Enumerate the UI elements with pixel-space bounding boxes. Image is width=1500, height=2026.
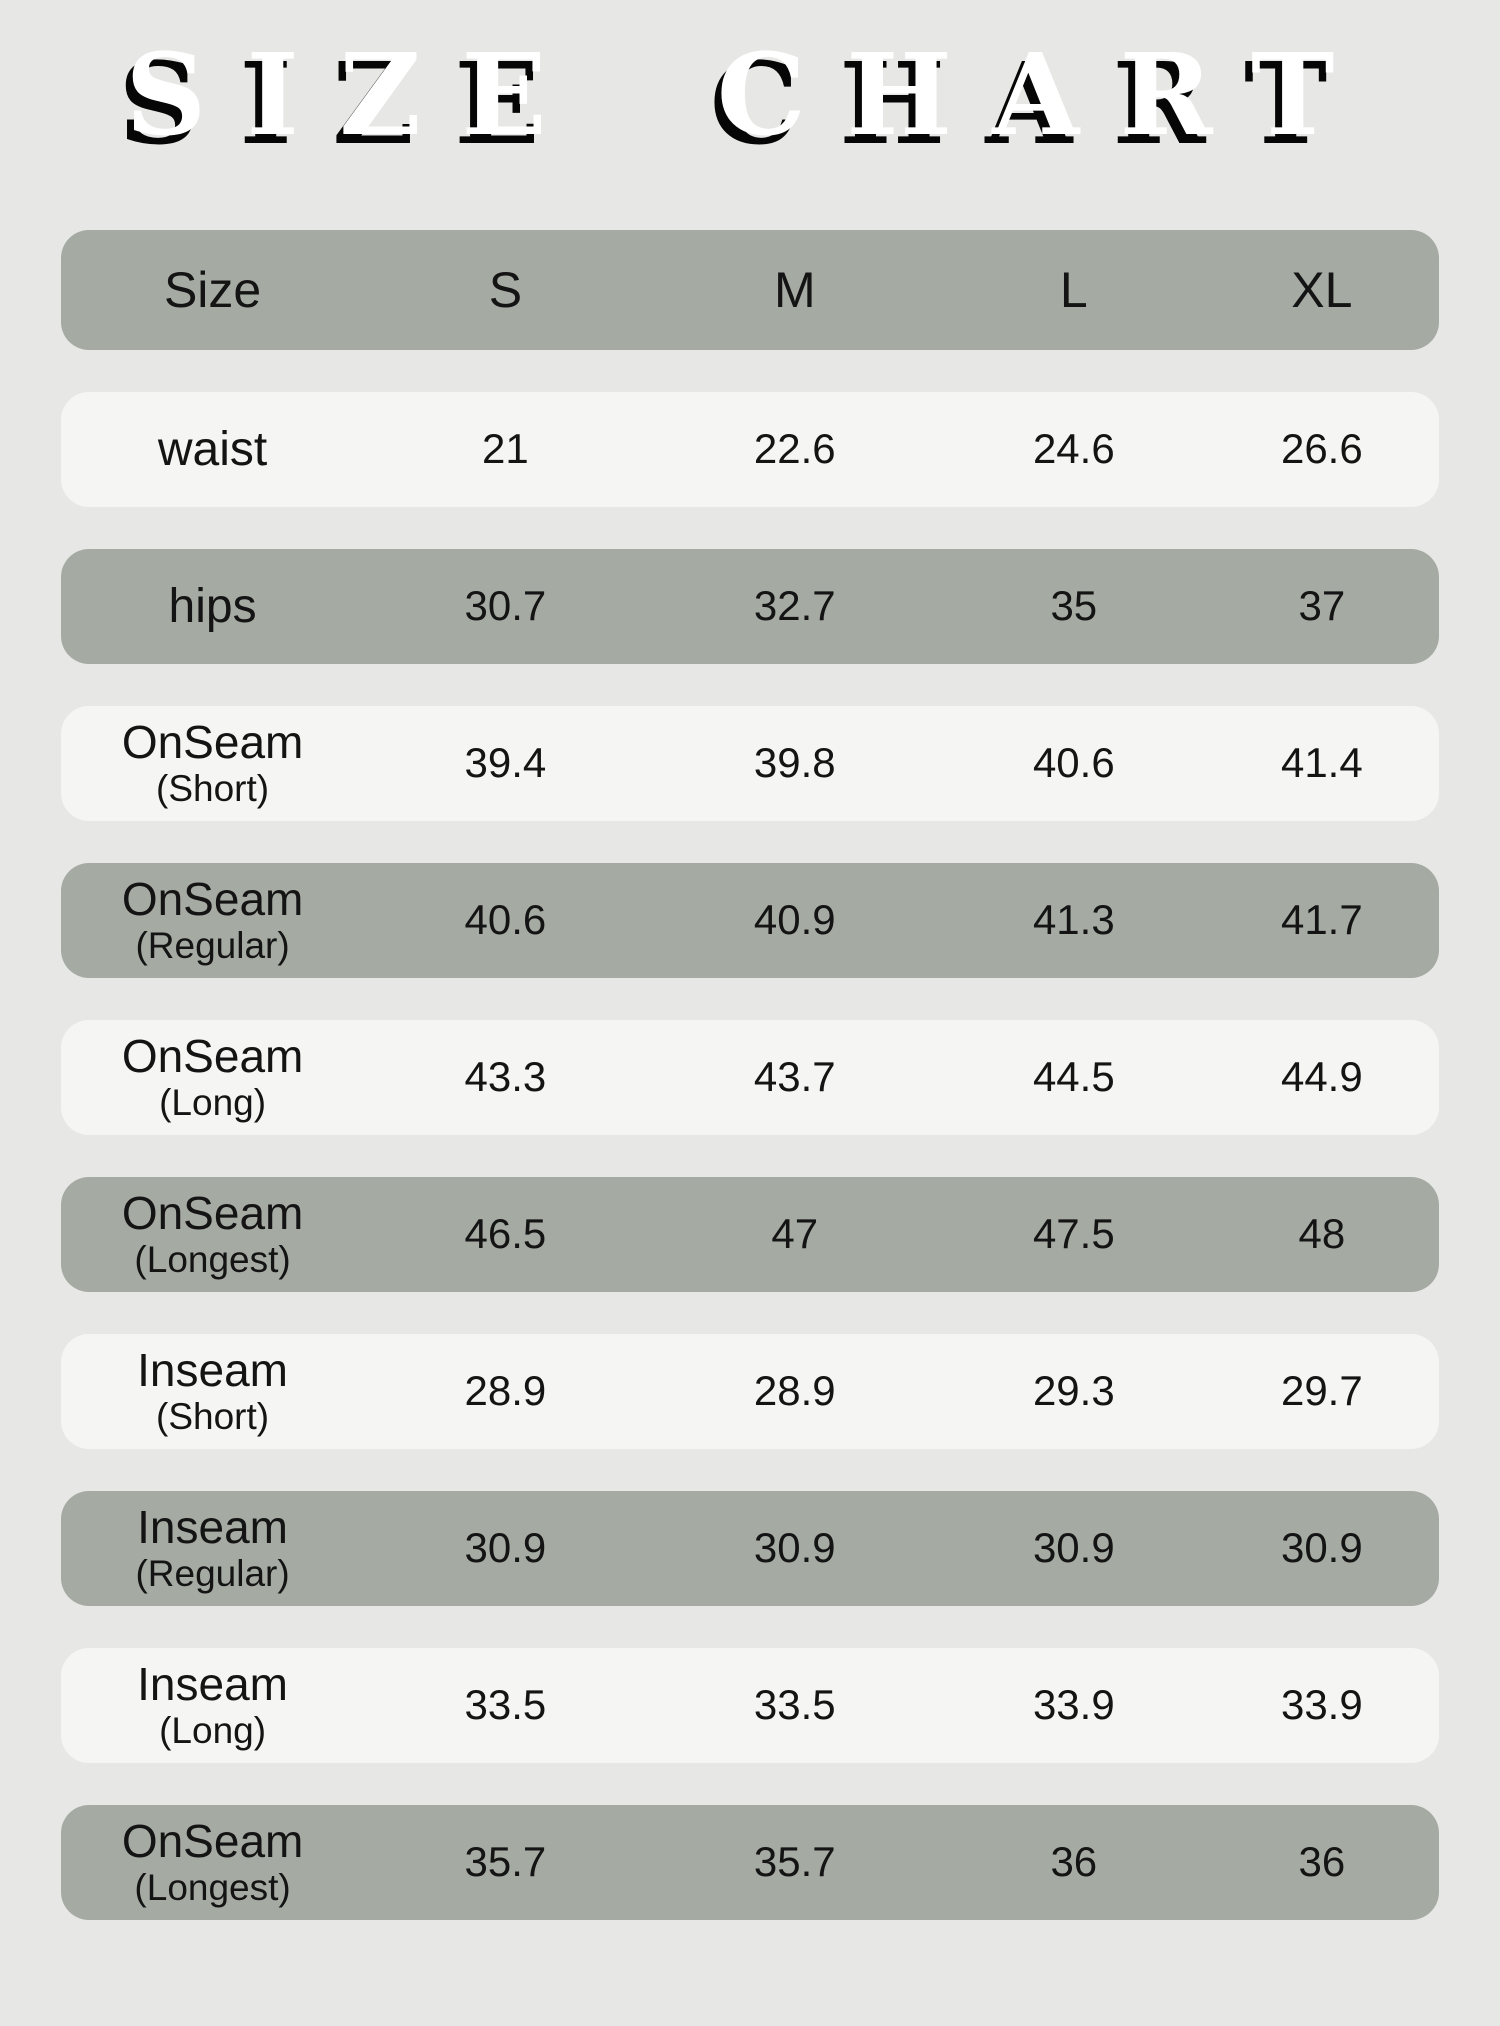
- cell-value-l: 33.9: [1032, 1681, 1115, 1729]
- table-row: [61, 1020, 1439, 1135]
- header-size-label: Size: [163, 261, 262, 318]
- row-sublabel: (Long): [159, 1709, 267, 1751]
- table-row: [61, 706, 1439, 821]
- cell-value-m: 32.7: [753, 582, 836, 630]
- row-sublabel: (Short): [156, 1395, 270, 1437]
- cell-value-l: 30.9: [1032, 1524, 1115, 1572]
- cell-value-xl: 26.6: [1280, 425, 1363, 473]
- cell-value-xl: 44.9: [1280, 1053, 1363, 1101]
- cell-value-s: 43.3: [464, 1053, 547, 1101]
- row-label-cell: [61, 874, 364, 968]
- row-label-cell: [61, 717, 364, 811]
- row-sublabel: (Longest): [134, 1238, 291, 1280]
- cell-value-l: 47.5: [1032, 1210, 1115, 1258]
- table-row: [61, 1177, 1439, 1292]
- cell-value-s: 33.5: [464, 1681, 547, 1729]
- cell-value-s: 46.5: [464, 1210, 547, 1258]
- row-sublabel: (Longest): [134, 1866, 291, 1908]
- row-label: Inseam: [137, 1657, 288, 1710]
- cell-value-m: 33.5: [753, 1681, 836, 1729]
- cell-value-s: 39.4: [464, 739, 547, 787]
- row-label: OnSeam: [121, 1814, 304, 1867]
- row-sublabel: (Regular): [135, 1552, 290, 1594]
- row-label-cell: [61, 1188, 364, 1282]
- row-label-cell: [61, 1345, 364, 1439]
- cell-value-s: 30.7: [464, 582, 547, 630]
- table-row: [61, 863, 1439, 978]
- table-row: [61, 1648, 1439, 1763]
- cell-value-xl: 41.4: [1280, 739, 1363, 787]
- row-label: OnSeam: [121, 872, 304, 925]
- row-label: OnSeam: [121, 1186, 304, 1239]
- row-label: OnSeam: [121, 715, 304, 768]
- cell-value-s: 21: [482, 425, 529, 473]
- table-row: [61, 1805, 1439, 1920]
- row-label-cell: [61, 581, 364, 633]
- row-sublabel: (Regular): [135, 924, 290, 966]
- cell-value-l: 24.6: [1032, 425, 1115, 473]
- cell-value-xl: 30.9: [1280, 1524, 1363, 1572]
- cell-value-m: 22.6: [753, 425, 836, 473]
- header-col-m: M: [773, 261, 816, 318]
- table-row: [61, 1491, 1439, 1606]
- row-label-cell: [61, 424, 364, 476]
- row-label: waist: [157, 422, 268, 476]
- cell-value-s: 28.9: [464, 1367, 547, 1415]
- row-label-cell: [61, 1502, 364, 1596]
- cell-value-m: 28.9: [753, 1367, 836, 1415]
- header-col-s: S: [488, 261, 523, 318]
- table-row: [61, 1334, 1439, 1449]
- cell-value-xl: 29.7: [1280, 1367, 1363, 1415]
- cell-value-l: 29.3: [1032, 1367, 1115, 1415]
- row-sublabel: (Short): [156, 767, 270, 809]
- header-col-l: L: [1059, 261, 1088, 318]
- table-row: [61, 392, 1439, 507]
- cell-value-s: 35.7: [464, 1838, 547, 1886]
- page-title: SIZE CHART: [125, 30, 1375, 161]
- cell-value-l: 35: [1050, 582, 1098, 630]
- cell-value-xl: 36: [1298, 1838, 1346, 1886]
- row-sublabel: (Long): [159, 1081, 267, 1123]
- cell-value-m: 40.9: [753, 896, 836, 944]
- cell-value-xl: 41.7: [1280, 896, 1363, 944]
- cell-value-l: 36: [1050, 1838, 1098, 1886]
- cell-value-l: 44.5: [1032, 1053, 1115, 1101]
- cell-value-s: 30.9: [464, 1524, 547, 1572]
- cell-value-m: 39.8: [753, 739, 836, 787]
- row-label-cell: [61, 1659, 364, 1753]
- row-label: OnSeam: [121, 1029, 304, 1082]
- table-header-row: [61, 230, 1439, 350]
- cell-value-s: 40.6: [464, 896, 547, 944]
- row-label-cell: [61, 1031, 364, 1125]
- cell-value-xl: 33.9: [1280, 1681, 1363, 1729]
- cell-value-xl: 37: [1298, 582, 1346, 630]
- cell-value-l: 40.6: [1032, 739, 1115, 787]
- cell-value-xl: 48: [1298, 1210, 1346, 1258]
- row-label: Inseam: [137, 1343, 288, 1396]
- cell-value-m: 30.9: [753, 1524, 836, 1572]
- size-table: [61, 230, 1439, 1920]
- cell-value-m: 35.7: [753, 1838, 836, 1886]
- row-label: hips: [168, 579, 257, 633]
- row-label: Inseam: [137, 1500, 288, 1553]
- cell-value-m: 43.7: [753, 1053, 836, 1101]
- size-chart-page: [0, 26, 1500, 1920]
- table-row: [61, 549, 1439, 664]
- cell-value-m: 47: [771, 1210, 819, 1258]
- cell-value-l: 41.3: [1032, 896, 1115, 944]
- row-label-cell: [61, 1816, 364, 1910]
- header-col-xl: XL: [1291, 261, 1353, 318]
